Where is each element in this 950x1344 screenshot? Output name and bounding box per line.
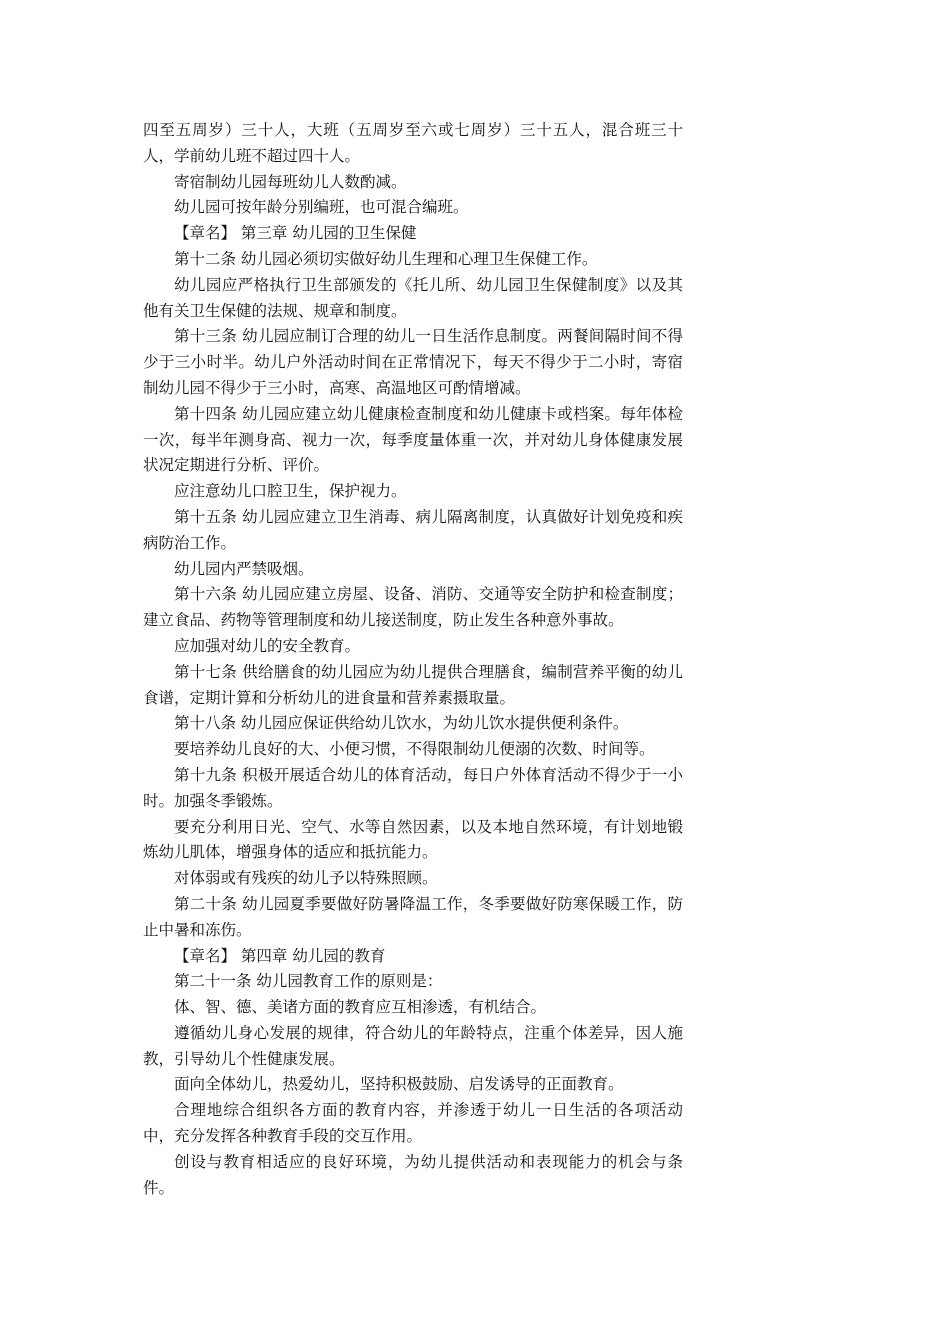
principle-environment: 创设与教育相适应的良好环境，为幼儿提供活动和表现能力的机会与条件。 [143,1152,683,1197]
chapter-heading-4: 【章名】 第四章 幼儿园的教育 [174,946,386,965]
article-15: 第十五条 幼儿园应建立卫生消毒、病儿隔离制度，认真做好计划免疫和疾病防治工作。 [143,507,683,552]
article-19: 第十九条 积极开展适合幼儿的体育活动，每日户外体育活动不得少于一小时。加强冬季锻炼。 [143,765,683,810]
paragraph-natural-factors: 要充分利用日光、空气、水等自然因素，以及本地自然环境，有计划地锻炼幼儿肌体，增强身体的适应和抵抗能力。 [143,817,683,862]
document-body [143,118,683,1201]
chapter-heading-3: 【章名】 第三章 幼儿园的卫生保健 [174,224,417,243]
paragraph-oral-hygiene: 应注意幼儿口腔卫生，保护视力。 [174,482,407,501]
article-14: 第十四条 幼儿园应建立幼儿健康检查制度和幼儿健康卡或档案。每年体检一次，每半年测身高、视力一次，每季度量体重一次，并对幼儿身体健康发展状况定期进行分析、评价。 [143,404,683,475]
paragraph-no-smoking: 幼儿园内严禁吸烟。 [174,559,314,578]
principle-integration: 体、智、德、美诸方面的教育应互相渗透，有机结合。 [174,998,547,1017]
article-17: 第十七条 供给膳食的幼儿园应为幼儿提供合理膳食，编制营养平衡的幼儿食谱，定期计算和分析幼儿的进食量和营养素摄取量。 [143,662,683,707]
principle-development: 遵循幼儿身心发展的规律，符合幼儿的年龄特点，注重个体差异，因人施教，引导幼儿个性健康发展。 [143,1023,683,1068]
article-20: 第二十条 幼儿园夏季要做好防暑降温工作，冬季要做好防寒保暖工作，防止中暑和冻伤。 [143,894,683,939]
paragraph-safety-education: 应加强对幼儿的安全教育。 [174,636,361,655]
article-13: 第十三条 幼儿园应制订合理的幼儿一日生活作息制度。两餐间隔时间不得少于三小时半。幼儿户外活动时间在正常情况下，每天不得少于二小时，寄宿制幼儿园不得少于三小时，高寒、高温地区可酌情增减。 [143,327,683,397]
paragraph-health-regulations: 幼儿园应严格执行卫生部颁发的《托儿所、幼儿园卫生保健制度》以及其他有关卫生保健的法规、规章和制度。 [143,275,683,320]
article-12: 第十二条 幼儿园必须切实做好幼儿生理和心理卫生保健工作。 [174,249,598,268]
paragraph-grouping: 幼儿园可按年龄分别编班，也可混合编班。 [174,198,469,217]
article-21: 第二十一条 幼儿园教育工作的原则是： [174,972,443,991]
paragraph-toilet-habits: 要培养幼儿良好的大、小便习惯，不得限制幼儿便溺的次数、时间等。 [174,740,655,759]
paragraph-class-size: 四至五周岁）三十人，大班（五周岁至六或七周岁）三十五人，混合班三十人，学前幼儿班不超过四十人。 [143,121,683,165]
article-18: 第十八条 幼儿园应保证供给幼儿饮水，为幼儿饮水提供便利条件。 [174,714,629,733]
paragraph-special-care: 对体弱或有残疾的幼儿予以特殊照顾。 [174,869,438,888]
principle-positive-education: 面向全体幼儿，热爱幼儿，坚持积极鼓励、启发诱导的正面教育。 [174,1075,624,1094]
article-16: 第十六条 幼儿园应建立房屋、设备、消防、交通等安全防护和检查制度；建立食品、药物等管理制度和幼儿接送制度，防止发生各种意外事故。 [143,585,683,630]
principle-comprehensive: 合理地综合组织各方面的教育内容，并渗透于幼儿一日生活的各项活动中，充分发挥各种教育手段的交互作用。 [143,1101,683,1146]
paragraph-boarding: 寄宿制幼儿园每班幼儿人数酌减。 [174,172,407,191]
